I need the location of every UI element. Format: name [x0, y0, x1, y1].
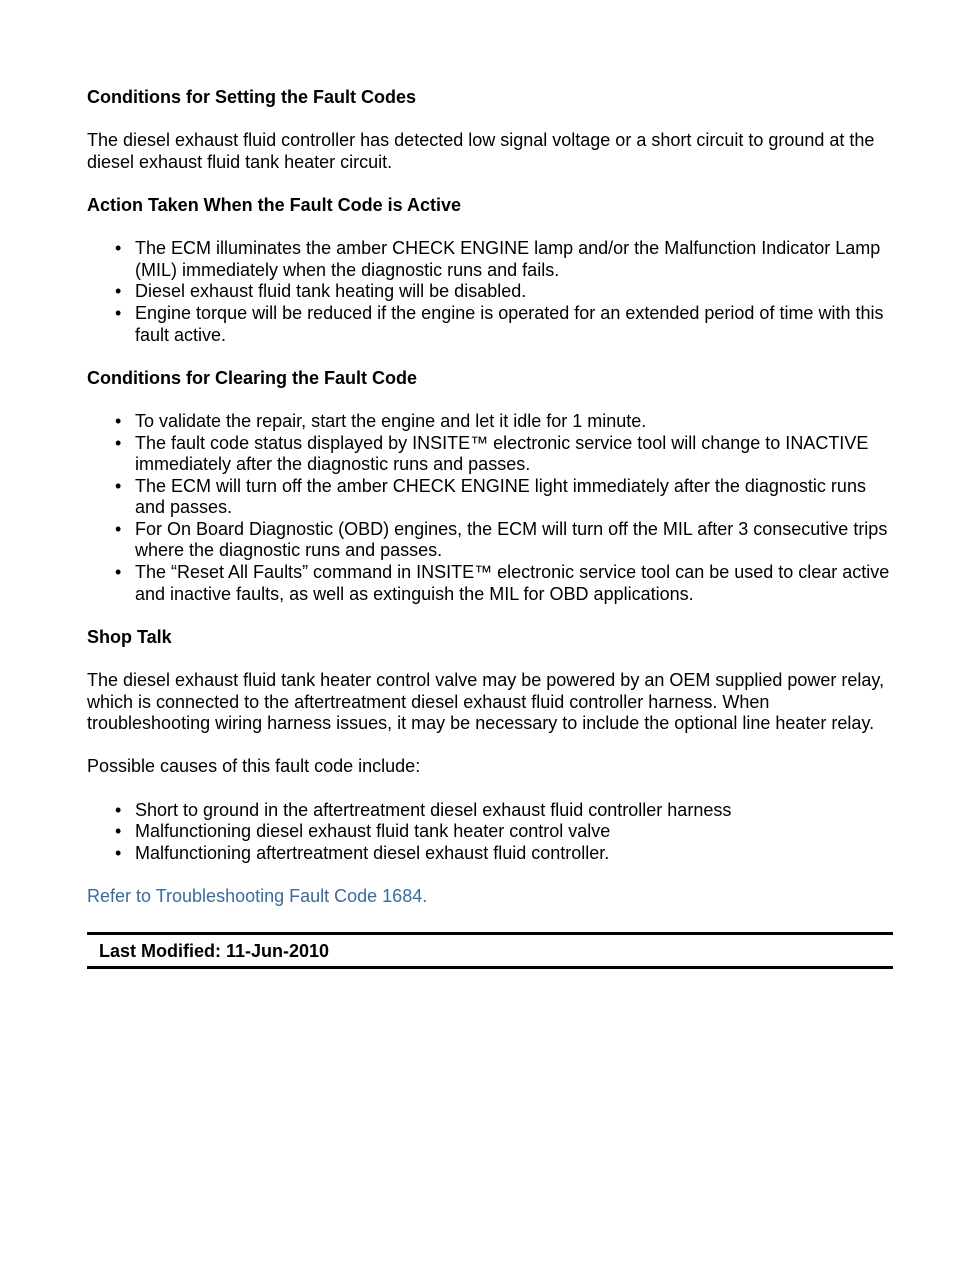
list-item: • The fault code status displayed by INSITE™ electronic service tool will change to INACTIVE immediately after the diagnostic runs and passes.: [135, 433, 893, 476]
action-list: [87, 238, 893, 346]
paragraph-shop-talk: The diesel exhaust fluid tank heater control valve may be powered by an OEM supplied power relay, which is connected to the aftertreatment diesel exhaust fluid controller harness. When troubleshooting wiring harness issues, it may be necessary to include the optional line heater relay.: [87, 670, 885, 734]
causes-list: [87, 800, 893, 865]
heading-conditions-setting: Conditions for Setting the Fault Codes: [87, 87, 416, 107]
heading-action-taken: Action Taken When the Fault Code is Active: [87, 194, 462, 215]
list-item: • Engine torque will be reduced if the engine is operated for an extended period of time with this fault active.: [135, 303, 893, 346]
list-item: • The “Reset All Faults” command in INSITE™ electronic service tool can be used to clear active and inactive faults, as well as extinguish the MIL for OBD applications.: [135, 562, 893, 605]
list-item: • The ECM illuminates the amber CHECK ENGINE lamp and/or the Malfunction Indicator Lamp (MIL) immediately when the diagnostic runs and fails.: [135, 238, 893, 281]
heading-conditions-clearing: Conditions for Clearing the Fault Code: [87, 367, 417, 388]
list-item: • Short to ground in the aftertreatment diesel exhaust fluid controller harness: [135, 800, 893, 822]
paragraph-setting-description: The diesel exhaust fluid controller has detected low signal voltage or a short circuit to ground at the diesel exhaust fluid tank heater circuit.: [87, 130, 875, 172]
last-modified-text: Last Modified: 11-Jun-2010: [99, 940, 330, 961]
document-page: [87, 87, 893, 969]
last-modified-footer: [87, 932, 893, 969]
list-item: • Malfunctioning diesel exhaust fluid tank heater control valve: [135, 821, 893, 843]
heading-shop-talk: Shop Talk: [87, 626, 172, 647]
list-item: • To validate the repair, start the engine and let it idle for 1 minute.: [135, 411, 893, 433]
refer-troubleshooting-link[interactable]: Refer to Troubleshooting Fault Code 1684.: [87, 885, 428, 906]
paragraph-possible-causes: Possible causes of this fault code include:: [87, 756, 421, 777]
clearing-list: [87, 411, 893, 605]
list-item: • The ECM will turn off the amber CHECK ENGINE light immediately after the diagnostic runs and passes.: [135, 476, 893, 519]
list-item: • Diesel exhaust fluid tank heating will be disabled.: [135, 281, 893, 303]
list-item: • Malfunctioning aftertreatment diesel exhaust fluid controller.: [135, 843, 893, 865]
list-item: • For On Board Diagnostic (OBD) engines, the ECM will turn off the MIL after 3 consecutive trips where the diagnostic runs and passes.: [135, 519, 893, 562]
